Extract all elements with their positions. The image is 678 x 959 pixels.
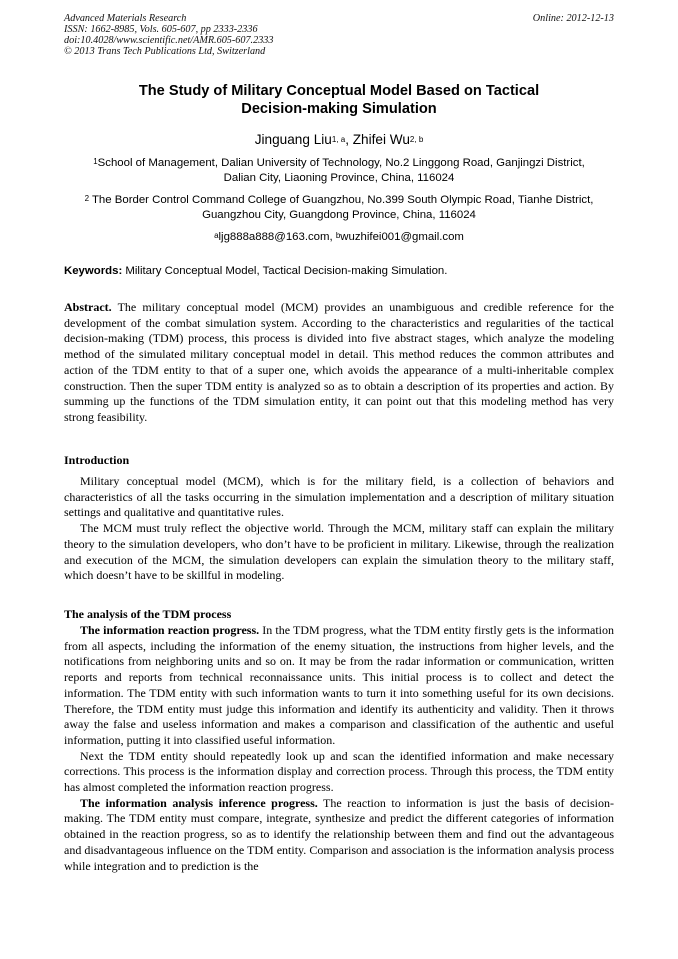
affiliation-1-line-2: Dalian City, Liaoning Province, China, 116024: [223, 172, 455, 184]
author-2: Zhifei Wu: [352, 132, 410, 147]
affiliation-2: [64, 193, 614, 223]
email-a: ljg888a888@163.com,: [218, 231, 336, 243]
title-line-2: Decision-making Simulation: [241, 101, 437, 117]
copyright-line: © 2013 Trans Tech Publications Ltd, Switzerland: [64, 45, 266, 57]
abstract-label: Abstract.: [64, 300, 112, 314]
doi-line: doi:10.4028/www.scientific.net/AMR.605-607.2333: [64, 34, 274, 46]
author-list: [64, 131, 614, 148]
journal-name: Advanced Materials Research: [64, 13, 187, 24]
section-heading-tdm-analysis: The analysis of the TDM process: [64, 607, 232, 621]
author-separator: ,: [345, 132, 353, 147]
affiliation-2-line-2: Guangzhou City, Guangdong Province, China, 116024: [202, 209, 476, 221]
paper-title: [64, 82, 614, 118]
affiliation-1: [64, 156, 614, 186]
abstract: [64, 300, 614, 426]
introduction-body: [64, 474, 614, 584]
intro-paragraph-1: Military conceptual model (MCM), which is for the military field, is a collection of behaviors and characteristics of all the tasks occurring in the simulation implementation and a description of military situation settings and qualitative and quantitative rules.: [64, 474, 614, 520]
subheading-information-reaction: The information reaction progress.: [80, 623, 260, 637]
keywords-text: Military Conceptual Model, Tactical Decision-making Simulation.: [122, 265, 448, 277]
email-b-marker: b: [335, 231, 341, 241]
online-date: Online: 2012-12-13: [532, 13, 614, 24]
journal-header: [64, 14, 273, 58]
tdm-paragraph-2: Next the TDM entity should repeatedly look up and scan the identified information and make necessary corrections. This process is the information display and correction process. Through this process, the TDM entity has almost completed the information reaction progress.: [64, 748, 614, 795]
issn-line: ISSN: 1662-8985, Vols. 605-607, pp 2333-2336: [64, 23, 258, 35]
tdm-analysis-body: [64, 623, 614, 874]
section-heading-introduction: Introduction: [64, 453, 130, 467]
keywords: [64, 264, 614, 278]
affiliation-1-marker: 1: [93, 157, 98, 167]
keywords-label: Keywords:: [64, 265, 123, 277]
affiliation-1-line-1: School of Management, Dalian University of Technology, No.2 Linggong Road, Ganjingzi District,: [97, 157, 585, 169]
email-b: wuzhifei001@gmail.com: [340, 231, 464, 243]
author-1-marker: 1, a: [331, 135, 346, 145]
affiliation-2-line-1: The Border Control Command College of Guangzhou, No.399 South Olympic Road, Tianhe District,: [89, 194, 594, 206]
author-2-marker: 2, b: [409, 135, 424, 145]
title-line-1: The Study of Military Conceptual Model Based on Tactical: [138, 83, 540, 99]
email-a-marker: a: [214, 231, 219, 241]
author-emails: [64, 230, 614, 244]
author-1: Jinguang Liu: [254, 132, 332, 147]
intro-paragraph-2: The MCM must truly reflect the objective world. Through the MCM, military staff can explain the military theory to the simulation developers, who don’t have to be proficient in military. Likewise, through the realization and execution of the MCM, the simulation developers can explain the simulation theory to the military staff, which doesn’t have to be skillful in modeling.: [64, 521, 614, 583]
tdm-paragraph-3: The reaction to information is just the basis of decision-making. The TDM entity must compare, integrate, synthesize and predict the different categories of information obtained in the reaction progress, so as to identify the relationship between them and find out the advantageous and disadvantageous influence on the TDM entity. Comparison and association is the information analysis process while integration and to prediction is the: [64, 795, 614, 873]
tdm-paragraph-1: In the TDM progress, what the TDM entity firstly gets is the information from all aspects, including the information of the enemy situation, the instructions from higher levels, and the notifications from neighboring units and so on. It may be from the radar information or communication, written reports and reports from technical reconnaissance units. This initial process is to collect and detect the information. The TDM entity with such information wants to turn it into something useful for its own decisions. Therefore, the TDM entity must judge this information and identify its authenticity and validity. Then it throws away the false and useless information and makes a comparison and classification of the authentic and useful information, putting it into classified useful information.: [64, 623, 614, 747]
subheading-information-analysis: The information analysis inference progress.: [80, 795, 318, 810]
affiliation-2-marker: 2: [84, 194, 90, 204]
abstract-text: The military conceptual model (MCM) provides an unambiguous and credible reference for the development of the combat simulation system. According to the characteristics and regularities of the tactical decision-making (TDM) process, this process is divided into five abstract stages, which analyze the modeling method of the simulated military conceptual model in detail. This method reduces the common attributes and action of the TDM entity to that of a super one, which avoids the appearance of a multi-inheritable complex construction. Then the super TDM entity is analyzed so as to obtain a description of its properties and action. By summing up the functions of the TDM simulation entity, it can point out that this modeling method has very strong feasibility.: [64, 300, 614, 424]
